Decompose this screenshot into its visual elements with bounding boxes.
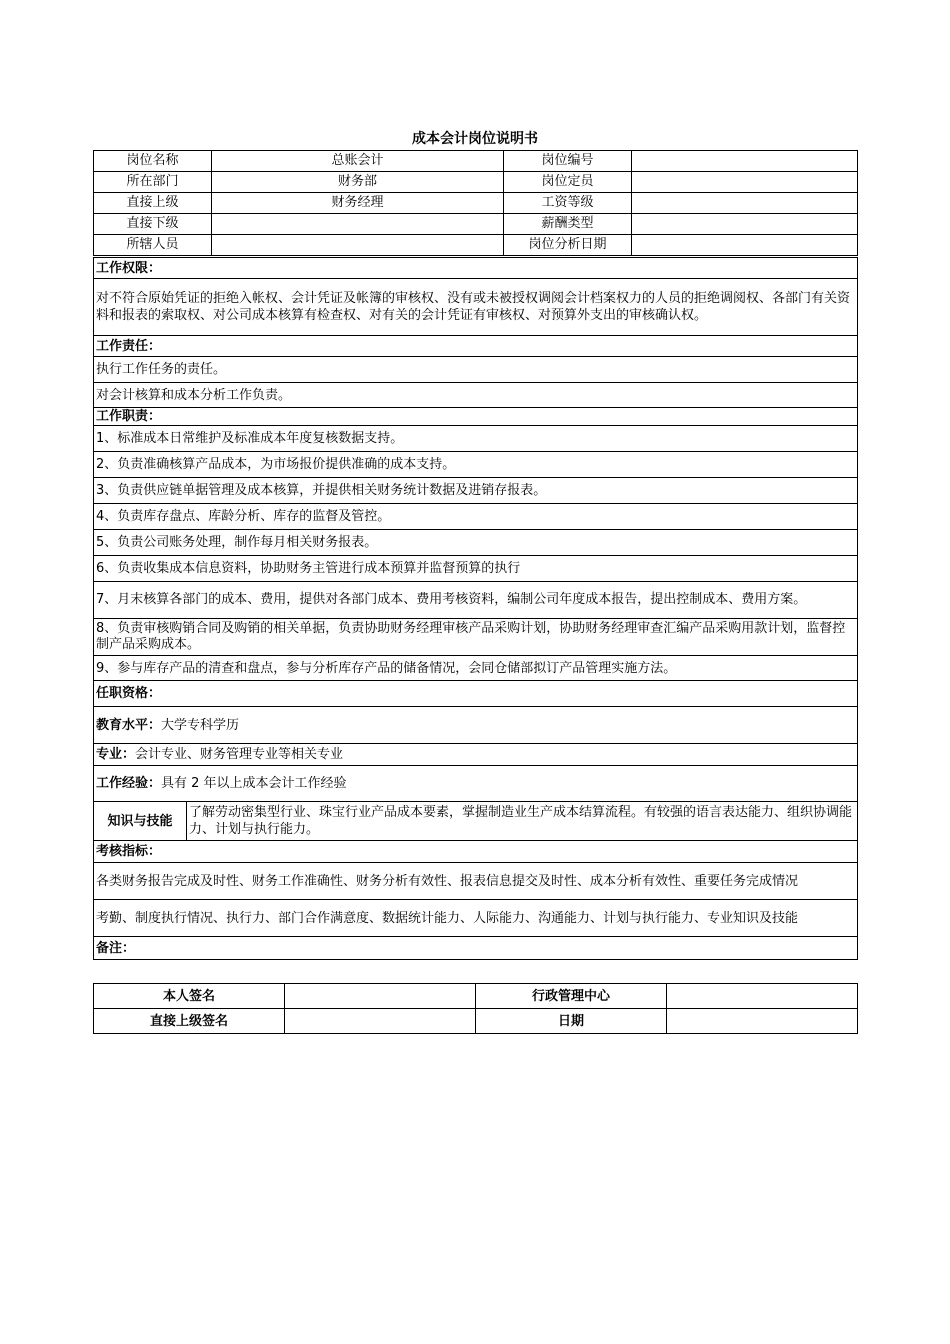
education-row: [94, 707, 858, 744]
label-headcount: 岗位定员: [504, 172, 632, 193]
page-title: 成本会计岗位说明书: [412, 131, 538, 147]
value-position-code[interactable]: [632, 151, 858, 172]
info-row: [94, 193, 858, 214]
self-signature-label: 本人签名: [94, 984, 285, 1009]
label-position-code: 岗位编号: [504, 151, 632, 172]
experience-row: [94, 766, 858, 802]
info-row: [94, 214, 858, 235]
signature-table: [93, 983, 858, 1034]
label-subordinate: 直接下级: [94, 214, 212, 235]
value-salary-grade[interactable]: [632, 193, 858, 214]
qualification-heading: 任职资格：: [94, 681, 858, 707]
skills-value: 了解劳动密集型行业、珠宝行业产品成本要素，掌握制造业生产成本结算流程。有较强的语言表达能力、组织协调能力、计划与执行能力。: [187, 802, 858, 841]
authority-text: 对不符合原始凭证的拒绝入帐权、会计凭证及帐簿的审核权、没有或未被授权调阅会计档案权力的人员的拒绝调阅权、各部门有关资料和报表的索取权、对公司成本核算有检查权、对有关的会计凭证有审核权、对预算外支出的审核确认权。: [94, 279, 858, 336]
responsibility-item: 对会计核算和成本分析工作负责。: [94, 383, 858, 408]
kpi-heading: 考核指标：: [94, 841, 858, 863]
value-position-name[interactable]: 总账会计: [212, 151, 504, 172]
authority-heading: 工作权限：: [94, 258, 858, 279]
duty-item: 3、负责供应链单据管理及成本核算，并提供相关财务统计数据及进销存报表。: [94, 478, 858, 504]
duties-heading: 工作职责：: [94, 408, 858, 426]
duty-item: 9、参与库存产品的清查和盘点，参与分析库存产品的储备情况，会同仓储部拟订产品管理实施方法。: [94, 656, 858, 681]
info-row: [94, 151, 858, 172]
education-value: 大学专科学历: [161, 717, 240, 733]
value-subordinate[interactable]: [212, 214, 504, 235]
value-pay-type[interactable]: [632, 214, 858, 235]
duty-item: 5、负责公司账务处理，制作每月相关财务报表。: [94, 530, 858, 556]
info-row: [94, 235, 858, 256]
label-analysis-date: 岗位分析日期: [504, 235, 632, 256]
major-row: [94, 744, 858, 766]
supervisor-signature-field[interactable]: [285, 1009, 476, 1034]
experience-value: 具有 2 年以上成本会计工作经验: [161, 776, 347, 791]
responsibility-heading: 工作责任：: [94, 336, 858, 357]
label-salary-grade: 工资等级: [504, 193, 632, 214]
kpi-item: 考勤、制度执行情况、执行力、部门合作满意度、数据统计能力、人际能力、沟通能力、计划与执行能力、专业知识及技能: [94, 900, 858, 937]
label-staff: 所辖人员: [94, 235, 212, 256]
major-label: 专业：: [96, 747, 136, 762]
label-pay-type: 薪酬类型: [504, 214, 632, 235]
label-position-name: 岗位名称: [94, 151, 212, 172]
major-value: 会计专业、财务管理专业等相关专业: [135, 747, 344, 762]
kpi-item: 各类财务报告完成及时性、财务工作准确性、财务分析有效性、报表信息提交及时性、成本分析有效性、重要任务完成情况: [94, 863, 858, 900]
date-label: 日期: [476, 1009, 667, 1034]
label-supervisor: 直接上级: [94, 193, 212, 214]
duty-item: 1、标准成本日常维护及标准成本年度复核数据支持。: [94, 426, 858, 452]
experience-label: 工作经验：: [96, 776, 162, 791]
self-signature-field[interactable]: [285, 984, 476, 1009]
job-detail-table: [93, 257, 858, 960]
info-row: [94, 172, 858, 193]
duty-item: 8、负责审核购销合同及购销的相关单据，负责协助财务经理审核产品采购计划，协助财务经理审查汇编产品采购用款计划，监督控制产品采购成本。: [94, 619, 858, 656]
supervisor-signature-label: 直接上级签名: [94, 1009, 285, 1034]
duty-item: 4、负责库存盘点、库龄分析、库存的监督及管控。: [94, 504, 858, 530]
skills-label: 知识与技能: [94, 802, 187, 841]
admin-center-label: 行政管理中心: [476, 984, 667, 1009]
value-staff[interactable]: [212, 235, 504, 256]
basic-info-table: [93, 150, 858, 256]
value-supervisor[interactable]: 财务经理: [212, 193, 504, 214]
date-field[interactable]: [667, 1009, 858, 1034]
duty-item: 7、月末核算各部门的成本、费用，提供对各部门成本、费用考核资料，编制公司年度成本报告，提出控制成本、费用方案。: [94, 582, 858, 619]
education-label: 教育水平：: [96, 717, 162, 733]
value-headcount[interactable]: [632, 172, 858, 193]
label-department: 所在部门: [94, 172, 212, 193]
remarks-heading: 备注：: [94, 937, 858, 960]
responsibility-item: 执行工作任务的责任。: [94, 357, 858, 383]
duty-item: 6、负责收集成本信息资料，协助财务主管进行成本预算并监督预算的执行: [94, 556, 858, 582]
duty-item: 2、负责准确核算产品成本，为市场报价提供准确的成本支持。: [94, 452, 858, 478]
value-department[interactable]: 财务部: [212, 172, 504, 193]
value-analysis-date[interactable]: [632, 235, 858, 256]
admin-center-field[interactable]: [667, 984, 858, 1009]
